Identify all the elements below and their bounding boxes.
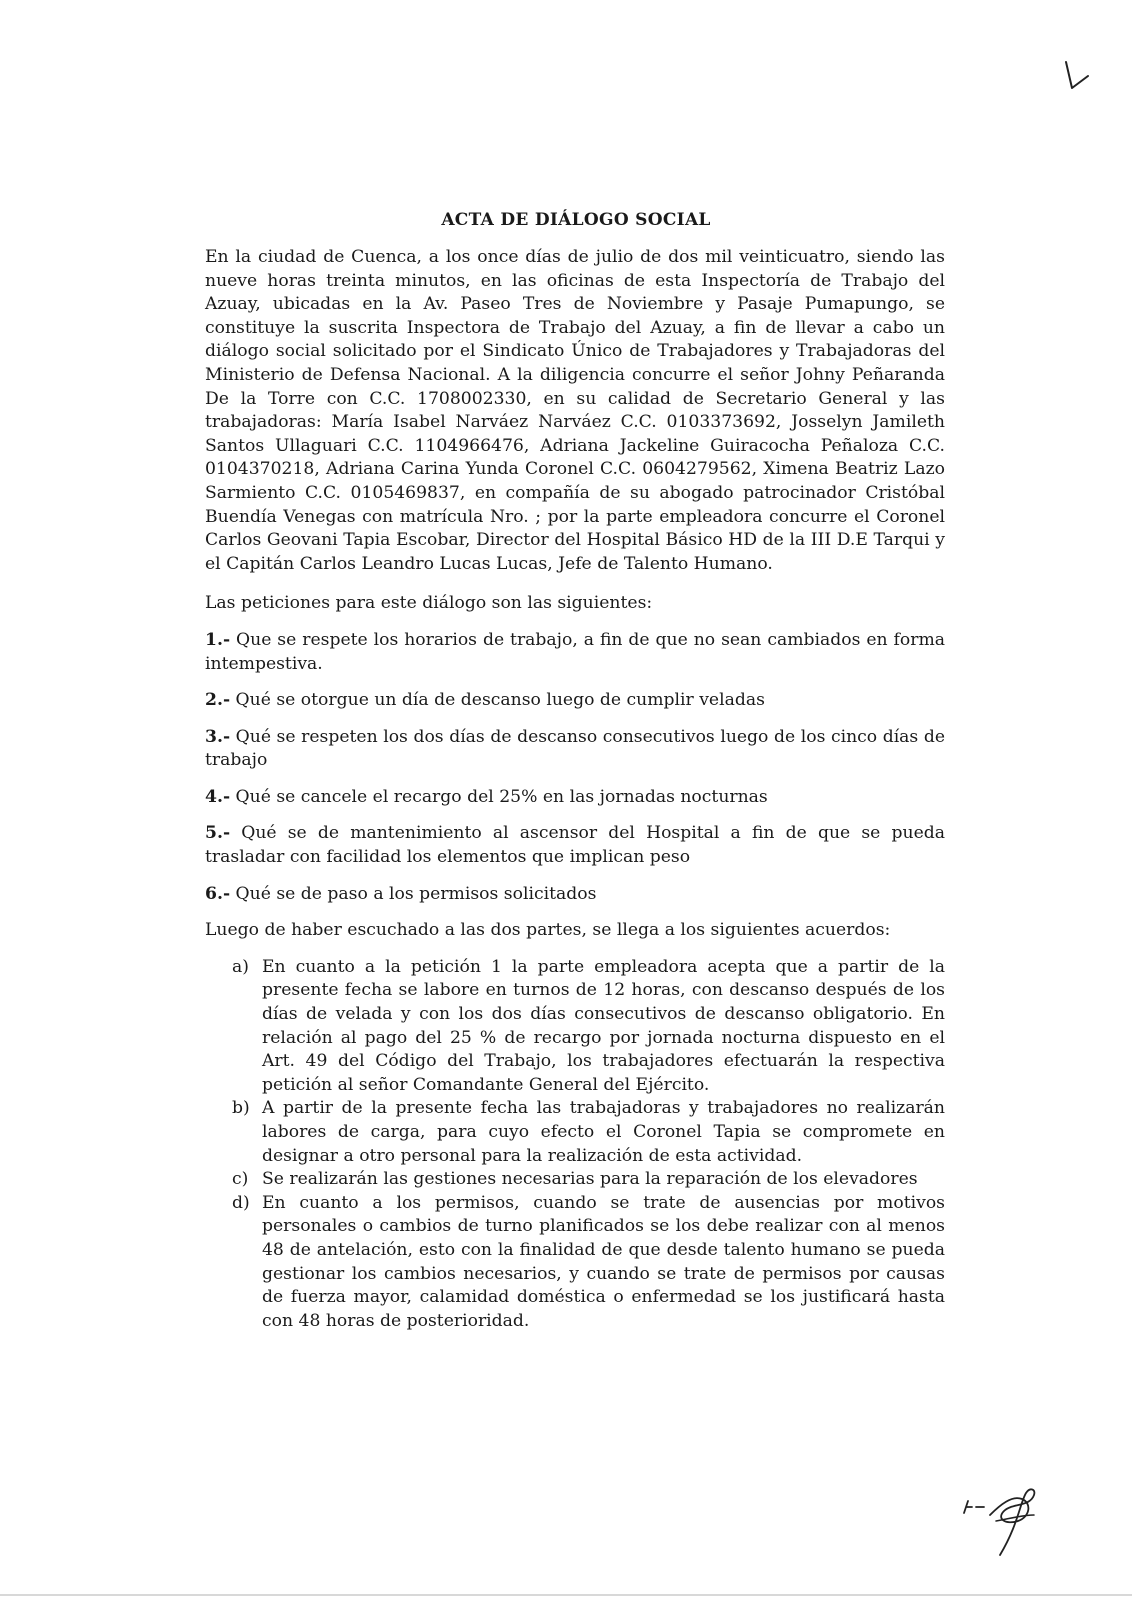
scan-edge-line xyxy=(0,1594,1132,1596)
petition-item xyxy=(205,689,945,713)
agreement-letter: b) xyxy=(232,1098,250,1119)
petition-text: Qué se otorgue un día de descanso luego de cumplir veladas xyxy=(235,690,765,711)
document-title: ACTA DE DIÁLOGO SOCIAL xyxy=(441,210,711,230)
agreement-letter: a) xyxy=(232,956,249,977)
petition-number: 4.- xyxy=(205,786,231,807)
document-body xyxy=(205,246,945,1333)
petition-item xyxy=(205,726,945,773)
agreement-text: Se realizarán las gestiones necesarias para la reparación de los elevadores xyxy=(262,1169,918,1190)
agreement-letter: c) xyxy=(232,1169,249,1190)
agreement-item xyxy=(232,1168,945,1192)
handwritten-signature xyxy=(960,1485,1070,1575)
petition-text: Qué se de paso a los permisos solicitados xyxy=(235,883,597,904)
agreement-item xyxy=(232,1192,945,1334)
handwritten-page-number xyxy=(1058,58,1098,98)
petition-item xyxy=(205,629,945,676)
petition-number: 2.- xyxy=(205,690,231,711)
intro-paragraph: En la ciudad de Cuenca, a los once días de julio de dos mil veinticuatro, siendo las nueve horas treinta minutos, en las oficinas de esta Inspectoría de Trabajo del Azuay, ubicadas en la Av. Paseo Tres de Noviembre y Pasaje Pumapungo, se constituye la suscrita Inspectora de Trabajo del Azuay, a fin de llevar a cabo un diálogo social solicitado por el Sindicato Único de Trabajadores y Trabajadoras del Ministerio de Defensa Nacional. A la diligencia concurre el señor Johny Peñaranda De la Torre con C.C. 1708002330, en su calidad de Secretario General y las trabajadoras: María Isabel Narváez Narváez C.C. 0103373692, Josselyn Jamileth Santos Ullaguari C.C. 1104966476, Adriana Jackeline Guiracocha Peñaloza C.C. 0104370218, Adriana Carina Yunda Coronel C.C. 0604279562, Ximena Beatriz Lazo Sarmiento C.C. 0105469837, en compañía de su abogado patrocinador Cristóbal Buendía Venegas con matrícula Nro. ; por la parte empleadora concurre el Coronel Carlos Geovani Tapia Escobar, Director del Hospital Básico HD de la III D.E Tarqui y el Capitán Carlos Leandro Lucas Lucas, Jefe de Talento Humano. xyxy=(205,247,945,574)
petition-text: Qué se respeten los dos días de descanso consecutivos luego de los cinco días de trabajo xyxy=(205,726,945,771)
petitions-intro: Las peticiones para este diálogo son las siguientes: xyxy=(205,593,653,614)
agreement-item xyxy=(232,956,945,1098)
petition-number: 3.- xyxy=(205,726,231,747)
petition-item xyxy=(205,883,945,907)
agreements-intro: Luego de haber escuchado a las dos partes, se llega a los siguientes acuerdos: xyxy=(205,920,891,941)
petition-text: Que se respete los horarios de trabajo, a fin de que no sean cambiados en forma intempestiva. xyxy=(205,629,945,674)
agreement-text: En cuanto a los permisos, cuando se trate de ausencias por motivos personales o cambios de turno planificados se los debe realizar con al menos 48 de antelación, esto con la finalidad de que desde talento humano se pueda gestionar los cambios necesarios, y cuando se trate de permisos por causas de fuerza mayor, calamidad doméstica o enfermedad se los justificará hasta con 48 horas de posterioridad. xyxy=(262,1192,945,1331)
agreement-text: En cuanto a la petición 1 la parte empleadora acepta que a partir de la presente fecha se labore en turnos de 12 horas, con descanso después de los días de velada y con los dos días consecutivos de descanso obligatorio. En relación al pago del 25 % de recargo por jornada nocturna dispuesto en el Art. 49 del Código del Trabajo, los trabajadores efectuarán la respectiva petición al señor Comandante General del Ejército. xyxy=(262,956,945,1095)
agreement-item xyxy=(232,1097,945,1168)
petition-text: Qué se cancele el recargo del 25% en las jornadas nocturnas xyxy=(235,786,768,807)
petition-item xyxy=(205,786,945,810)
petition-number: 6.- xyxy=(205,883,231,904)
petition-text: Qué se de mantenimiento al ascensor del Hospital a fin de que se pueda trasladar con facilidad los elementos que implican peso xyxy=(205,823,945,868)
agreements-list xyxy=(205,956,945,1334)
petition-item xyxy=(205,822,945,869)
agreement-text: A partir de la presente fecha las trabajadoras y trabajadores no realizarán labores de carga, para cuyo efecto el Coronel Tapia se compromete en designar a otro personal para la realización de esta actividad. xyxy=(262,1098,945,1166)
agreement-letter: d) xyxy=(232,1192,250,1213)
petition-number: 1.- xyxy=(205,629,231,650)
petition-number: 5.- xyxy=(205,823,231,844)
